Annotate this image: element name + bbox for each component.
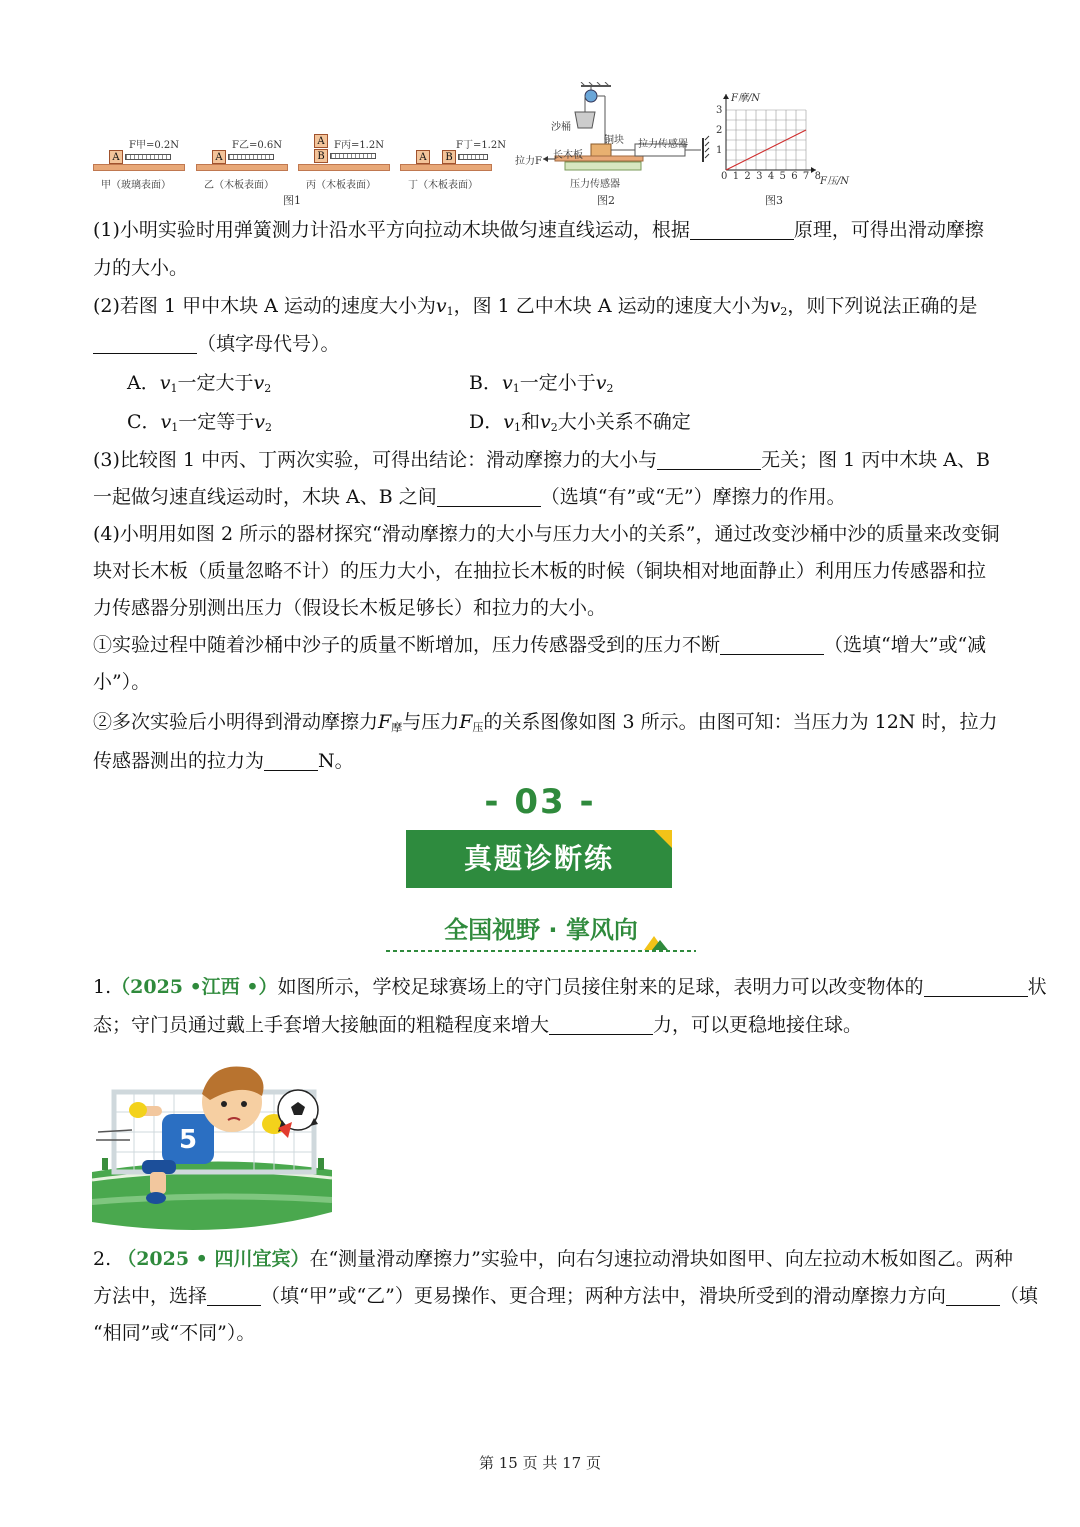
fig1-panel-jia <box>93 136 185 191</box>
p2-line1 <box>93 1246 1013 1272</box>
q2-option-a[interactable] <box>127 370 271 402</box>
fig1-panel-label: 丁（木板表面） <box>408 180 478 191</box>
problem-source: （2025 • 四川宜宾） <box>117 1248 310 1270</box>
fig3-caption: 图3 <box>765 194 783 207</box>
answer-blank[interactable] <box>657 450 761 470</box>
answer-blank[interactable] <box>437 487 541 507</box>
fig1-panel-ding <box>400 136 506 191</box>
fig3-xtick: 8 <box>814 171 821 182</box>
text: （填 <box>999 1285 1038 1307</box>
var-f: F <box>378 711 392 733</box>
fig1-panel-label: 乙（木板表面） <box>204 180 274 191</box>
answer-blank[interactable] <box>264 751 318 771</box>
fig2-label-copper: 铜块 <box>604 135 624 146</box>
fig2-caption: 图2 <box>597 194 615 207</box>
section-number: - 03 - <box>484 782 596 822</box>
text: （填“甲”或“乙”）更易操作、更合理；两种方法中，滑块所受到的滑动摩擦力方向 <box>261 1285 946 1307</box>
q4-sub1-line1 <box>93 632 986 658</box>
fig1-force-label: F丙=1.2N <box>334 140 384 151</box>
text: 在“测量滑动摩擦力”实验中，向右匀速拉动滑块如图甲、向左拉动木板如图乙。两种 <box>309 1248 1013 1270</box>
spring-scale <box>330 153 376 159</box>
fig3-xtick: 1 <box>732 171 740 182</box>
q4-sub1-line2: 小”）。 <box>93 671 151 693</box>
option-letter: D． <box>469 411 504 433</box>
q1-line2: 力的大小。 <box>93 257 189 279</box>
fig3-ytick: 3 <box>716 105 723 116</box>
subscript: 压 <box>472 721 484 734</box>
spring-scale <box>125 154 171 160</box>
var-v: v <box>435 295 447 317</box>
var-f: F <box>459 711 473 733</box>
fig3-xtick: 7 <box>802 171 810 182</box>
text: 无关；图 1 丙中木块 A、B <box>761 449 990 471</box>
q2-line2 <box>93 331 340 357</box>
spring-scale <box>458 154 488 160</box>
fig3-ytick: 2 <box>716 125 723 136</box>
var-v: v <box>160 411 172 433</box>
answer-blank[interactable] <box>549 1015 653 1035</box>
text: 和 <box>520 411 540 433</box>
table-surface <box>400 164 492 171</box>
text: N。 <box>318 750 354 772</box>
p1-line2 <box>93 1012 862 1038</box>
block-b: B <box>314 149 328 163</box>
fig3-xtick: 6 <box>791 171 798 182</box>
subscript: 1 <box>446 305 454 318</box>
text: 原理，可得出滑动摩擦 <box>793 219 984 241</box>
fig3-ylabel: F摩/N <box>731 93 761 104</box>
fig3-ytick: 1 <box>716 145 723 156</box>
text: （填字母代号）。 <box>197 333 340 355</box>
option-letter: B． <box>469 372 502 394</box>
text: ，则下列说法正确的是 <box>787 295 978 317</box>
text: ①实验过程中随着沙桶中沙子的质量不断增加，压力传感器受到的压力不断 <box>93 634 721 656</box>
answer-blank[interactable] <box>946 1286 1000 1306</box>
q1-line1 <box>93 217 984 243</box>
fig2-label-bucket: 沙桶 <box>551 122 571 133</box>
var-v: v <box>503 411 514 433</box>
text: ，图 1 乙中木块 A 运动的速度大小为 <box>453 295 770 317</box>
text: 一起做匀速直线运动时，木块 A、B 之间 <box>93 486 437 508</box>
subscript: 2 <box>264 382 272 395</box>
subscript: 2 <box>265 421 273 434</box>
text: 大小关系不确定 <box>557 411 691 433</box>
fig2-label-pull-force: 拉力F <box>515 156 542 167</box>
subscript: 1 <box>171 421 179 434</box>
fig1-force-label: F乙=0.6N <box>232 140 282 151</box>
fig3-xticks <box>721 171 821 182</box>
fig3-xlabel: F压/N <box>820 176 850 187</box>
subscript: 1 <box>513 421 521 434</box>
text: 传感器测出的拉力为 <box>93 750 265 772</box>
fig3-xtick: 4 <box>767 171 775 182</box>
q4-line1: (4)小明用如图 2 所示的器材探究“滑动摩擦力的大小与压力大小的关系”，通过改变沙桶中沙的质量来改变铜 <box>93 523 1000 545</box>
block-a: A <box>416 150 430 164</box>
answer-blank[interactable] <box>93 334 197 354</box>
problem-number: 2. <box>93 1248 112 1270</box>
option-letter: A． <box>127 372 160 394</box>
block-b: B <box>442 150 456 164</box>
jersey-number: 5 <box>178 1125 198 1155</box>
text: 与压力 <box>402 711 460 733</box>
block-a: A <box>109 150 123 164</box>
spring-scale <box>228 154 274 160</box>
fig2-label-pressure-sensor: 压力传感器 <box>570 179 620 190</box>
text: 的关系图像如图 3 所示。由图可知：当压力为 12N 时，拉力 <box>483 711 998 733</box>
var-v: v <box>595 372 607 394</box>
text: (2)若图 1 甲中木块 A 运动的速度大小为 <box>93 295 436 317</box>
subscript: 1 <box>512 382 520 395</box>
subscript: 1 <box>170 382 178 395</box>
fig1-force-label: F甲=0.2N <box>129 140 179 151</box>
answer-blank[interactable] <box>924 977 1028 997</box>
text: 方法中，选择 <box>93 1285 208 1307</box>
var-v: v <box>254 411 266 433</box>
var-v: v <box>159 372 171 394</box>
fig1-caption: 图1 <box>283 194 301 207</box>
text: 态；守门员通过戴上手套增大接触面的粗糙程度来增大 <box>93 1014 550 1036</box>
section-title: 真题诊断练 <box>463 842 614 875</box>
var-v: v <box>501 372 513 394</box>
text: 如图所示，学校足球赛场上的守门员接住射来的足球，表明力可以改变物体的 <box>277 976 924 998</box>
problem-number: 1. <box>93 976 112 998</box>
fig2-label-pull-sensor: 拉力传感器 <box>638 139 688 150</box>
text: (3)比较图 1 中丙、丁两次实验，可得出结论：滑动摩擦力的大小与 <box>93 449 658 471</box>
subscript: 2 <box>780 305 788 318</box>
text: ②多次实验后小明得到滑动摩擦力 <box>93 711 379 733</box>
text: 力，可以更稳地接住球。 <box>653 1014 863 1036</box>
q4-sub2-line2 <box>93 748 354 774</box>
answer-blank[interactable] <box>720 635 824 655</box>
text: 一定等于 <box>178 411 255 433</box>
q4-line3: 力传感器分别测出压力（假设长木板足够长）和拉力的大小。 <box>93 597 607 619</box>
fig1-panel-yi <box>196 136 288 191</box>
text: (1)小明实验时用弹簧测力计沿水平方向拉动木块做匀速直线运动，根据 <box>93 219 690 241</box>
section-subtitle: 全国视野 · 掌风向 <box>444 916 638 944</box>
var-v: v <box>539 411 551 433</box>
subscript: 2 <box>606 382 614 395</box>
q4-line2: 块对长木板（质量忽略不计）的压力大小，在抽拉长木板的时候（铜块相对地面静止）利用压力传感器和拉 <box>93 560 987 582</box>
problem-source: （2025 •江西 •） <box>111 976 278 998</box>
answer-blank[interactable] <box>207 1286 261 1306</box>
q3-line1 <box>93 447 990 473</box>
text: 状 <box>1027 976 1047 998</box>
goalkeeper-illustration <box>92 1052 332 1234</box>
q2-option-c[interactable] <box>127 409 272 441</box>
block-a: A <box>314 134 328 148</box>
fig2-label-board: 长木板 <box>553 150 583 161</box>
q2-option-d[interactable] <box>469 409 691 441</box>
fig1-panel-label: 甲（玻璃表面） <box>101 180 171 191</box>
q4-sub2-line1 <box>93 709 997 741</box>
p2-line3: “相同”或“不同”）。 <box>93 1322 256 1344</box>
q2-line1 <box>93 293 977 325</box>
text: 一定小于 <box>519 372 596 394</box>
subscript: 2 <box>550 421 558 434</box>
p2-line2 <box>93 1283 1038 1309</box>
triangle-decoration-icon <box>640 930 670 952</box>
table-surface <box>298 164 390 171</box>
text: （选填“增大”或“减 <box>824 634 987 656</box>
option-letter: C． <box>127 411 161 433</box>
fig1-panel-label: 丙（木板表面） <box>306 180 376 191</box>
section-banner <box>406 830 672 888</box>
answer-blank[interactable] <box>690 220 794 240</box>
fig3-xtick: 3 <box>756 171 763 182</box>
table-surface <box>196 164 288 171</box>
fig1-panel-bing <box>298 132 390 191</box>
p1-line1 <box>93 974 1047 1000</box>
block-a: A <box>212 150 226 164</box>
text: （选填“有”或“无”）摩擦力的作用。 <box>540 486 846 508</box>
q2-option-b[interactable] <box>469 370 613 402</box>
fig3-xtick: 5 <box>779 171 786 182</box>
subscript: 摩 <box>391 721 403 734</box>
fig1-force-label: F丁=1.2N <box>456 140 506 151</box>
table-surface <box>93 164 185 171</box>
var-v: v <box>253 372 265 394</box>
fig3-xtick: 0 <box>721 171 728 182</box>
text: 一定大于 <box>177 372 254 394</box>
fig3-xtick: 2 <box>744 171 751 182</box>
q3-line2 <box>93 484 846 510</box>
page-footer: 第 15 页 共 17 页 <box>478 1454 601 1472</box>
var-v: v <box>769 295 781 317</box>
